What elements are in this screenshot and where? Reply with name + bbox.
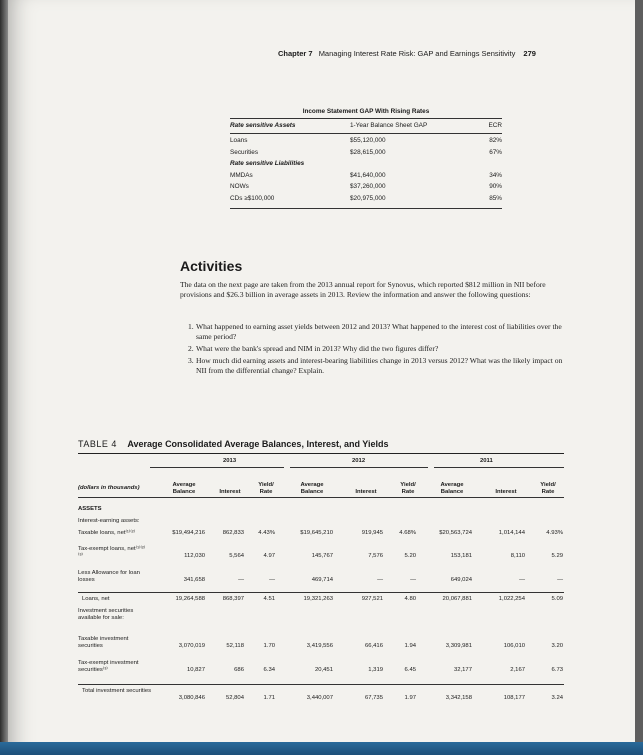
table4-title: Average Consolidated Average Balances, Interest, and Yields: [127, 439, 389, 449]
question-number: 2.: [188, 344, 194, 353]
row-label: Loans, net: [82, 596, 110, 602]
chapter-title: Managing Interest Rate Risk: GAP and Earnings Sensitivity: [318, 49, 516, 58]
table-row: [78, 684, 564, 701]
table-row: [78, 592, 564, 602]
activities-heading: Activities: [180, 258, 243, 274]
cell-value: 3.24: [551, 695, 563, 701]
unit-label: (dollars in thousands): [78, 485, 140, 491]
row-label: Investment securities available for sale:: [78, 608, 134, 621]
gap-row-name: CDs ≥$100,000: [230, 194, 275, 202]
gap-row-value: $20,975,000: [350, 194, 386, 202]
col-average-balance: Average Balance: [172, 482, 196, 495]
chapter-label: Chapter 7: [278, 49, 313, 58]
cell-value: 1,319: [368, 667, 383, 673]
cell-value: 927,521: [361, 596, 383, 602]
cell-value: 108,177: [503, 695, 525, 701]
col-average-balance: Average Balance: [300, 482, 324, 495]
cell-value: —: [377, 577, 383, 583]
cell-value: 5.29: [551, 553, 563, 559]
table4-caption: [78, 439, 388, 449]
year-2012: 2012: [352, 458, 366, 464]
cell-value: 868,397: [222, 596, 244, 602]
gap-row-ecr: 90%: [489, 183, 502, 190]
gap-col-ecr: ECR: [488, 122, 502, 129]
cell-value: 3,440,007: [306, 695, 333, 701]
cell-value: 19,321,263: [303, 596, 333, 602]
gap-col-gap: 1-Year Balance Sheet GAP: [350, 122, 428, 129]
gap-row-ecr: 85%: [489, 194, 502, 202]
cell-value: 2,167: [510, 667, 525, 673]
cell-value: 3.20: [551, 643, 563, 649]
year-rule: [434, 467, 564, 468]
question-number: 3.: [188, 356, 194, 365]
cell-value: —: [557, 577, 563, 583]
cell-value: 3,070,019: [178, 643, 205, 649]
book-page: [8, 0, 635, 755]
cell-value: 19,264,588: [175, 596, 205, 602]
cell-value: —: [269, 577, 275, 583]
book-spine: [0, 0, 8, 755]
cell-value: 3,342,158: [445, 695, 472, 701]
activities-intro: The data on the next page are taken from the 2013 annual report for Synovus, which reported $812 million in NII before provisions and $26.3 billion in average assets in 2013. Review the information and answer the following questions:: [180, 280, 546, 299]
question-text: What happened to earning asset yields between 2012 and 2013? What happened to the interest cost of liabilities over the same period?: [196, 322, 562, 341]
cell-value: 7,576: [368, 553, 383, 559]
gap-row-ecr: 82%: [489, 137, 502, 144]
question-number: 1.: [188, 322, 194, 331]
col-interest: Interest: [219, 489, 241, 495]
row-label: Taxable loans, net⁽¹⁾⁽²⁾: [78, 530, 136, 536]
cell-value: 1.70: [263, 643, 275, 649]
cell-value: $19,645,210: [300, 530, 333, 536]
question-item: [188, 344, 570, 354]
cell-value: 6.73: [551, 667, 563, 673]
col-average-balance: Average Balance: [440, 482, 464, 495]
cell-value: 4.68%: [399, 530, 416, 536]
page-number: 279: [523, 49, 536, 58]
question-item: [188, 356, 570, 376]
cell-value: 145,767: [311, 553, 333, 559]
iea-label: Interest-earning assets:: [78, 518, 140, 524]
cell-value: —: [519, 577, 525, 583]
gap-row-cds: [230, 195, 502, 207]
cell-value: 1.94: [404, 643, 416, 649]
cell-value: 20,451: [314, 667, 333, 673]
cell-value: 6.34: [263, 667, 275, 673]
gap-row-value: $37,260,000: [350, 183, 386, 190]
year-2011: 2011: [480, 458, 493, 464]
cell-value: 153,181: [450, 553, 472, 559]
cell-value: 1,014,144: [498, 530, 525, 536]
gap-row-name: NOWs: [230, 183, 249, 190]
year-rule: [290, 467, 428, 468]
cell-value: 52,804: [225, 695, 244, 701]
gap-row-name: MMDAs: [230, 171, 253, 179]
row-label: Taxable investment securities: [78, 636, 129, 649]
year-2013: 2013: [223, 458, 237, 464]
gap-table-title: Income Statement GAP With Rising Rates: [230, 108, 502, 119]
cell-value: 341,658: [183, 577, 205, 583]
gap-row-mmdas: [230, 172, 502, 184]
cell-value: 112,030: [184, 553, 205, 559]
cell-value: 52,118: [226, 643, 244, 649]
year-rule: [150, 467, 284, 468]
activities-questions: [188, 322, 570, 378]
col-yield: Yield/ Rate: [258, 482, 274, 495]
cell-value: 1.97: [404, 695, 416, 701]
cell-value: 4.43%: [258, 530, 275, 536]
cell-value: 5.20: [404, 553, 416, 559]
cell-value: 469,714: [311, 577, 333, 583]
cell-value: $20,563,724: [439, 530, 472, 536]
cell-value: 4.80: [404, 596, 416, 602]
cell-value: 6.45: [404, 667, 416, 673]
question-item: [188, 322, 570, 342]
cell-value: 67,735: [364, 695, 383, 701]
gap-row-loans: [230, 137, 502, 149]
cell-value: 1,022,254: [498, 596, 525, 602]
col-interest: Interest: [495, 489, 517, 495]
gap-row-ecr: 34%: [489, 171, 502, 179]
gap-table: [230, 108, 502, 209]
table4-label: TABLE 4: [78, 439, 117, 449]
cell-value: 8,110: [510, 553, 525, 559]
row-label: Total investment securities: [82, 688, 152, 694]
cell-value: 1.71: [263, 695, 275, 701]
cell-value: 32,177: [453, 667, 472, 673]
cell-value: 10,827: [186, 667, 205, 673]
cell-value: 106,010: [503, 643, 525, 649]
cell-value: 3,080,846: [178, 695, 205, 701]
col-yield: Yield/ Rate: [540, 482, 556, 495]
question-text: How much did earning assets and interest-bearing liabilities change in 2013 versus 2012? What was the likely impact on NII from the differential change? Explain.: [196, 356, 563, 375]
gap-col-assets: Rate sensitive Assets: [230, 122, 296, 129]
row-label: Less Allowance for loan losses: [78, 570, 140, 583]
header-rule: [78, 497, 564, 498]
row-label: Tax-exempt loans, net⁽¹⁾⁽²⁾⁽³⁾: [78, 546, 146, 559]
running-header: [278, 49, 536, 58]
cell-value: —: [238, 577, 244, 583]
table4-top-rule: [78, 453, 564, 454]
gap-row-value: $55,120,000: [350, 137, 386, 144]
cell-value: 4.97: [263, 553, 275, 559]
gap-bottom-rule: [230, 208, 502, 209]
gap-row-name: Securities: [230, 148, 259, 156]
col-yield: Yield/ Rate: [400, 482, 416, 495]
cell-value: 3,309,981: [445, 643, 472, 649]
cell-value: 649,024: [450, 577, 472, 583]
gap-row-ecr: 67%: [489, 148, 502, 156]
row-label: Tax-exempt investment securities⁽³⁾: [78, 660, 139, 673]
gap-table-header: [230, 122, 502, 134]
cell-value: 4.51: [263, 596, 275, 602]
gap-row-name: Loans: [230, 137, 248, 144]
col-interest: Interest: [355, 489, 377, 495]
cell-value: 4.93%: [546, 530, 563, 536]
cell-value: 919,945: [361, 530, 383, 536]
gap-row-securities: [230, 149, 502, 161]
cell-value: 66,416: [364, 643, 383, 649]
taskbar-strip: [0, 742, 643, 755]
cell-value: $19,494,216: [172, 530, 205, 536]
gap-liab-label-row: [230, 160, 502, 172]
cell-value: 20,067,881: [442, 596, 472, 602]
assets-label: ASSETS: [78, 506, 102, 512]
cell-value: 862,833: [222, 530, 244, 536]
cell-value: 3,419,556: [306, 643, 333, 649]
cell-value: 686: [234, 667, 244, 673]
cell-value: 5.09: [551, 596, 563, 602]
cell-value: 5,564: [229, 553, 244, 559]
gap-row-nows: [230, 183, 502, 195]
gap-row-value: $28,615,000: [350, 148, 386, 156]
gap-liab-label: Rate sensitive Liabilities: [230, 160, 305, 167]
gap-row-value: $41,640,000: [350, 171, 386, 179]
question-text: What were the bank's spread and NIM in 2013? Why did the two figures differ?: [196, 344, 439, 353]
cell-value: —: [410, 577, 416, 583]
